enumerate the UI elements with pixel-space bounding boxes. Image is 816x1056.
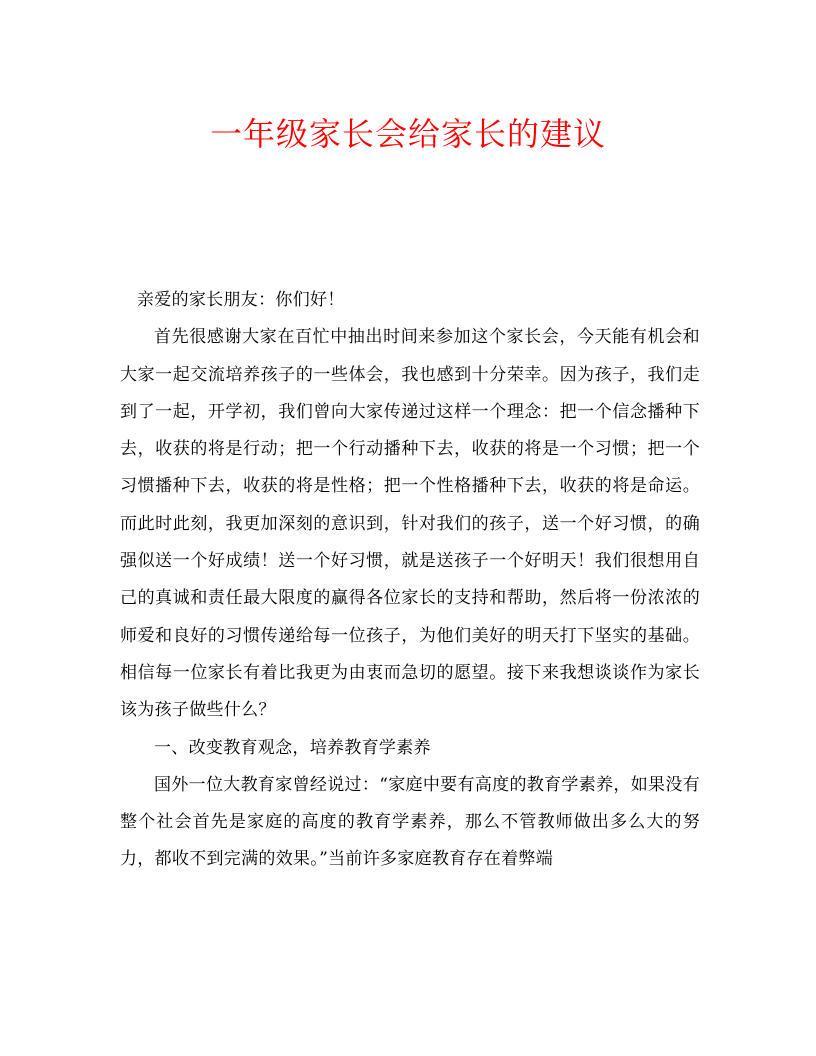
section-heading-1: 一、改变教育观念，培养教育学素养 bbox=[154, 737, 431, 758]
document-body bbox=[120, 282, 700, 879]
document-title: 一年级家长会给家长的建议 bbox=[209, 115, 606, 153]
paragraph-intro: 首先很感谢大家在百忙中抽出时间来参加这个家长会，今天能有机会和大家一起交流培养孩子的一些体会，我也感到十分荣幸。因为孩子，我们走到了一起，开学初，我们曾向大家传递过这样一个理念：把一个信念播种下去，收获的将是行动；把一个行动播种下去，收获的将是一个习惯；把一个习惯播种下去，收获的将是性格；把一个性格播种下去，收获的将是命运。而此时此刻，我更加深刻的意识到，针对我们的孩子，送一个好习惯，的确强似送一个好成绩！送一个好习惯，就是送孩子一个好明天！我们很想用自己的真诚和责任最大限度的赢得各位家长的支持和帮助，然后将一份浓浓的师爱和良好的习惯传递给每一位孩子，为他们美好的明天打下坚实的基础。相信每一位家长有着比我更为由衷而急切的愿望。接下来我想谈谈作为家长该为孩子做些什么？ bbox=[120, 327, 700, 721]
paragraph-section-1: 国外一位大教育家曾经说过：“家庭中要有高度的教育学素养，如果没有整个社会首先是家庭的高度的教育学素养，那么不管教师做出多么大的努力，都收不到完满的效果。”当前许多家庭教育存在着弊端 bbox=[120, 774, 700, 870]
salutation: 亲爱的家长朋友：你们好！ bbox=[137, 290, 345, 310]
